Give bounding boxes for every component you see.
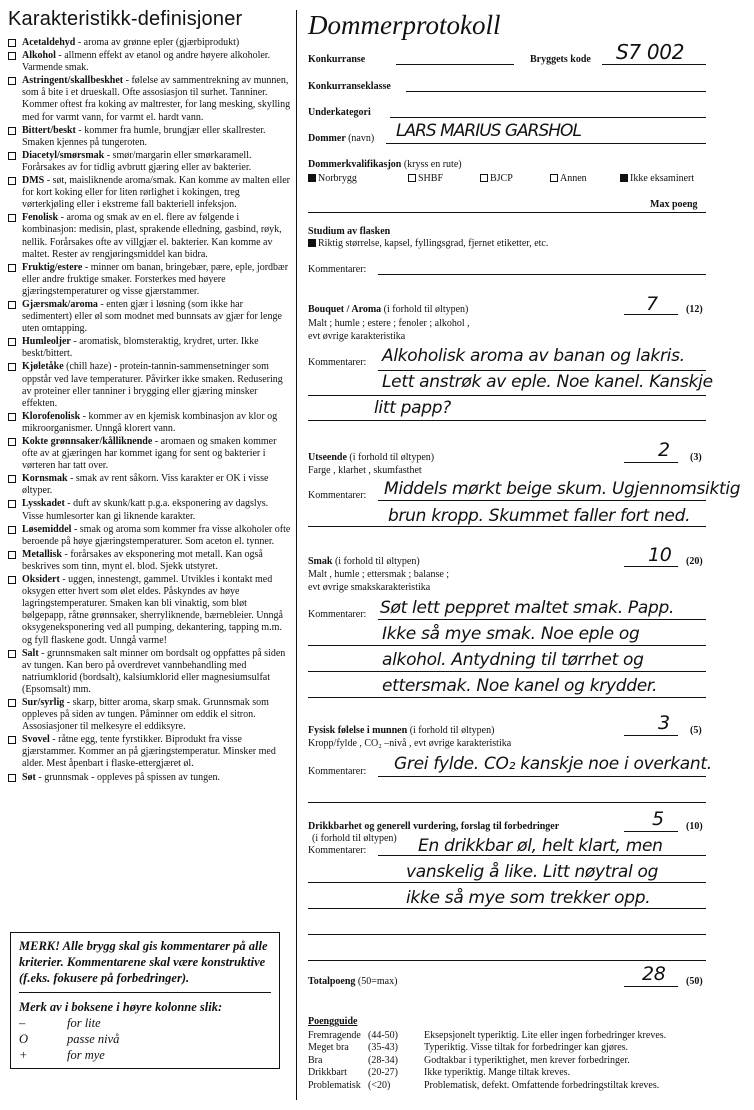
comment-line[interactable] bbox=[308, 420, 706, 421]
kval-option-norbrygg[interactable] bbox=[308, 173, 357, 184]
comment-line[interactable] bbox=[378, 370, 706, 371]
checkbox-icon[interactable] bbox=[8, 475, 16, 483]
poengguide bbox=[308, 1016, 748, 1092]
comment-line[interactable] bbox=[308, 802, 706, 803]
fysisk-max: (5) bbox=[690, 725, 702, 736]
bryggets-kode-value: S7 002 bbox=[616, 40, 685, 64]
checkbox-icon[interactable] bbox=[8, 127, 16, 135]
bryggets-kode-field[interactable] bbox=[602, 64, 706, 65]
kval-option-label: Annen bbox=[560, 173, 587, 184]
guide-text: Eksepsjonelt typeriktig. Lite eller ingen forbedringer kreves. bbox=[424, 1029, 667, 1041]
merk-legend-title: Merk av i boksene i høyre kolonne slik: bbox=[19, 1000, 223, 1014]
definition-text: (chill haze) - protein-tannin-sammensetninger som oppstår ved lave temperaturer. Påvirker ikke smaken. Redusering av proteiner eller tanniner i brygging eller gjæring minsker effekten. bbox=[22, 361, 283, 409]
definition-term: Søt bbox=[22, 771, 36, 783]
definition-text: - aromaen og smaken kommer ofte av at gjæringen har kommet igang for sent og bakterier i vørteren har tatt over. bbox=[22, 436, 277, 472]
studium-criteria bbox=[308, 238, 548, 249]
definition-text: - allmenn effekt av etanol og andre høyere alkoholer. Varmende smak. bbox=[22, 50, 271, 74]
utseende-comment: Middels mørkt beige skum. Ugjennomsiktig bbox=[384, 479, 741, 499]
checkbox-icon[interactable] bbox=[308, 174, 316, 182]
kval-option-bjcp[interactable] bbox=[480, 173, 513, 184]
checkbox-icon[interactable] bbox=[8, 52, 16, 60]
definition-term: Acetaldehyd bbox=[22, 37, 76, 48]
legend-symbol: + bbox=[19, 1048, 28, 1062]
guide-range: (<20) bbox=[368, 1079, 391, 1091]
definition-term: Alkohol bbox=[22, 50, 56, 62]
definition-item bbox=[8, 436, 292, 472]
utseende-label-text: Utseende bbox=[308, 452, 347, 463]
kommentarer-label: Kommentarer: bbox=[308, 766, 367, 777]
dommer-field[interactable] bbox=[386, 143, 706, 144]
smak-comment: Søt lett peppret maltet smak. Papp. bbox=[380, 598, 675, 618]
smak-label bbox=[308, 556, 420, 567]
legend-symbol: O bbox=[19, 1032, 29, 1046]
utseende-line1: Farge , klarhet , skumfasthet bbox=[308, 465, 422, 476]
smak-line1: Malt , humle ; ettersmak ; balanse ; bbox=[308, 569, 450, 580]
definition-text: - skarp, bitter aroma, skarp smak. Grunnsmak som oppleves på siden av tungen. Påminner om eddik el sitron. Assosiasjoner til melkesyre el eddiksyre. bbox=[22, 696, 269, 733]
kommentarer-label: Kommentarer: bbox=[308, 845, 367, 856]
definition-item bbox=[8, 498, 292, 522]
comment-line[interactable] bbox=[378, 500, 706, 501]
comment-line[interactable] bbox=[308, 395, 706, 396]
total-max: (50) bbox=[686, 976, 703, 987]
guide-range: (20-27) bbox=[368, 1067, 398, 1078]
smak-score: 10 bbox=[648, 544, 672, 566]
definition-term: Diacetyl/smørsmak bbox=[22, 149, 105, 161]
kval-option-label: Norbrygg bbox=[318, 173, 357, 184]
definition-item bbox=[8, 473, 292, 497]
definition-text: - uggen, innestengt, gammel. Utvikles i kontakt med oksygen etter hvert som ølet eldes. Påskyndes av høye lagringstemperaturer. Smaken kan bli vinaktig, som bløt bølgepapp, råtne grønnsaker, sherryliknende, bærnebleier. Unngå oksygeneksponering ved all pumping, dekantering, tapping m.m. og fyll flaskene godt. Unngå varme! bbox=[22, 574, 283, 646]
fysisk-score: 3 bbox=[658, 712, 670, 734]
definition-item bbox=[8, 37, 292, 49]
total-sub: (50=max) bbox=[357, 976, 398, 987]
legend-text: for mye bbox=[67, 1048, 105, 1062]
definition-item bbox=[8, 648, 292, 696]
definition-text: - grunnsmaken salt minner om bordsalt og oppfattes på siden av tungen. Kan bero på overdrevet vannbehandling med natriumklorid (bordsalt), kalsiumklorid eller magnesiumsulfat (Epsomsalt) mm. bbox=[22, 647, 286, 695]
checkbox-icon[interactable] bbox=[8, 438, 16, 446]
checkbox-icon[interactable] bbox=[8, 500, 16, 508]
fysisk-label-text: Fysisk følelse i munnen bbox=[308, 725, 408, 736]
checkbox-icon[interactable] bbox=[8, 77, 16, 85]
utseende-score: 2 bbox=[658, 439, 670, 461]
definition-text: - kommer fra humle, brungjær eller skallrester. Smaken kjennes på tungeroten. bbox=[22, 124, 266, 148]
drikk-score: 5 bbox=[652, 808, 664, 830]
comment-line[interactable] bbox=[308, 934, 706, 935]
definitions-list bbox=[8, 37, 292, 784]
fysisk-score-field[interactable] bbox=[624, 735, 678, 736]
comment-line[interactable] bbox=[378, 619, 706, 620]
fysisk-line1: Kropp/fylde , CO₂ –nivå , evt øvrige karakteristika bbox=[308, 738, 512, 749]
underkategori-field[interactable] bbox=[390, 117, 706, 118]
guide-text: Typeriktig. Visse tiltak for forbedringer kan gjøres. bbox=[424, 1042, 629, 1053]
checkbox-icon[interactable] bbox=[8, 650, 16, 658]
definition-item bbox=[8, 150, 292, 174]
kval-option-label: SHBF bbox=[418, 173, 444, 184]
definition-text: - minner om banan, bringebær, pære, eple, jordbær eller andre fruktige smaker. Forsterkes med høyere gjæringstemperaturer og visse gjærstammer. bbox=[22, 261, 289, 297]
guide-row bbox=[308, 1067, 748, 1080]
kval-label bbox=[308, 159, 462, 170]
guide-label: Meget bra bbox=[308, 1042, 349, 1053]
definition-text: - aromatisk, blomsteraktig, krydret, urter. Ikke beskt/bittert. bbox=[22, 336, 259, 360]
checkbox-icon[interactable] bbox=[8, 338, 16, 346]
checkbox-icon[interactable] bbox=[480, 174, 488, 182]
definition-term: Oksidert bbox=[22, 574, 60, 586]
comment-line[interactable] bbox=[378, 274, 706, 275]
definition-text: - kommer av en kjemisk kombinasjon av klor og mikroorganismer. Unngå klorert vann. bbox=[22, 410, 278, 434]
guide-range: (44-50) bbox=[368, 1029, 398, 1041]
konkurranse-label: Konkurranse bbox=[308, 54, 366, 65]
poengguide-title: Poengguide bbox=[308, 1016, 358, 1027]
checkbox-icon[interactable] bbox=[8, 699, 16, 707]
guide-label: Drikkbart bbox=[308, 1067, 347, 1078]
smak-label-text: Smak bbox=[308, 556, 333, 567]
definition-term: Kokte grønnsaker/kålliknende bbox=[22, 436, 153, 447]
definition-text: - aroma og smak av en el. flere av følgende i kombinasjon: medisin, plast, sprakende elledning, gasbind, røyk, nellik. Forårsakes ofte av villgjær el. bakterier. Kan komme av maltet. Rester av rengjøringsmiddel kan bidra. bbox=[22, 212, 282, 260]
definitions-column bbox=[8, 8, 292, 785]
definition-term: Svovel bbox=[22, 734, 50, 746]
protocol-column bbox=[308, 0, 748, 1110]
comment-line[interactable] bbox=[308, 960, 706, 961]
checkbox-icon[interactable] bbox=[8, 152, 16, 160]
definition-term: Kornsmak bbox=[22, 473, 68, 485]
smak-line2: evt øvrige smakskarakteristika bbox=[308, 582, 431, 593]
kommentarer-label: Kommentarer: bbox=[308, 490, 367, 501]
studium-text: Riktig størrelse, kapsel, fyllingsgrad, fjernet etiketter, etc. bbox=[318, 238, 549, 249]
definition-item bbox=[8, 125, 292, 149]
fysisk-label bbox=[308, 725, 494, 736]
smak-score-field[interactable] bbox=[624, 566, 678, 567]
drikk-comment: ikke så mye som trekker opp. bbox=[406, 888, 651, 908]
smak-max: (20) bbox=[686, 556, 703, 567]
bouquet-max: (12) bbox=[686, 304, 703, 315]
underkategori-label: Underkategori bbox=[308, 107, 371, 118]
kval-option-ikke-eksaminert[interactable] bbox=[620, 173, 694, 184]
smak-comment: Ikke så mye smak. Noe eple og bbox=[382, 624, 640, 644]
comment-line[interactable] bbox=[378, 776, 706, 777]
comment-line[interactable] bbox=[308, 645, 706, 646]
checkbox-icon[interactable] bbox=[8, 526, 16, 534]
checkbox-icon[interactable] bbox=[8, 264, 16, 272]
total-score-field[interactable] bbox=[624, 986, 678, 987]
definition-term: DMS bbox=[22, 175, 45, 187]
definition-item bbox=[8, 336, 292, 360]
drikk-score-field[interactable] bbox=[624, 831, 678, 832]
checkbox-icon[interactable] bbox=[8, 177, 16, 185]
kval-option-annen[interactable] bbox=[550, 173, 587, 184]
definition-item bbox=[8, 175, 292, 211]
bouquet-line1: Malt ; humle ; estere ; fenoler ; alkohol , bbox=[308, 318, 470, 329]
definition-item bbox=[8, 549, 292, 573]
definition-text: - smør/margarin eller smørkaramell. Forårsakes av for tidlig avbrutt gjæring eller av bakterier. bbox=[22, 149, 252, 173]
definitions-title: Karakteristikk-definisjoner bbox=[8, 8, 243, 30]
definition-item bbox=[8, 524, 292, 548]
comment-line[interactable] bbox=[308, 697, 706, 698]
legend-text: for lite bbox=[67, 1016, 101, 1030]
definition-term: Bittert/beskt bbox=[22, 124, 76, 136]
utseende-sub: (i forhold til øltypen) bbox=[349, 452, 435, 463]
definition-text: - aroma av grønne epler (gjærbiprodukt) bbox=[75, 37, 240, 48]
smak-comment: ettersmak. Noe kanel og krydder. bbox=[382, 676, 658, 696]
checkbox-icon[interactable] bbox=[8, 214, 16, 222]
bouquet-sub: (i forhold til øltypen) bbox=[383, 304, 469, 315]
legend-row bbox=[19, 1047, 271, 1063]
guide-row bbox=[308, 1042, 748, 1055]
legend-row bbox=[19, 1015, 271, 1031]
utseende-max: (3) bbox=[690, 452, 702, 463]
definition-term: Humleoljer bbox=[22, 336, 71, 348]
guide-label: Problematisk bbox=[308, 1079, 361, 1091]
bouquet-label bbox=[308, 304, 468, 315]
guide-range: (35-43) bbox=[368, 1042, 398, 1053]
studium-label: Studium av flasken bbox=[308, 226, 391, 237]
drikk-comment: En drikkbar øl, helt klart, men bbox=[418, 836, 663, 856]
drikk-label: Drikkbarhet og generell vurdering, forslag til forbedringer bbox=[308, 821, 560, 832]
konkurranseklasse-field[interactable] bbox=[406, 91, 706, 92]
guide-text: Problematisk, defekt. Omfattende forbedringstiltak kreves. bbox=[424, 1079, 660, 1091]
definition-term: Sur/syrlig bbox=[22, 696, 65, 708]
fysisk-sub: (i forhold til øltypen) bbox=[409, 725, 495, 736]
comment-line[interactable] bbox=[308, 882, 706, 883]
fysisk-comment: Grei fylde. CO₂ kanskje noe i overkant. bbox=[394, 754, 712, 774]
checkbox-icon[interactable] bbox=[8, 774, 16, 782]
definition-item bbox=[8, 697, 292, 733]
definition-text: - smak av rent såkorn. Viss karakter er OK i visse øltyper. bbox=[22, 473, 269, 497]
guide-row bbox=[308, 1030, 748, 1043]
bouquet-comment: litt papp? bbox=[374, 398, 451, 418]
total-score: 28 bbox=[642, 963, 666, 985]
definition-item bbox=[8, 574, 292, 647]
definition-text: - forårsakes av eksponering mot metall. Kan også beskrives som tinn, mynt el. blod. Sjekk utstyret. bbox=[22, 548, 263, 572]
definition-term: Klorofenolisk bbox=[22, 410, 81, 422]
drikk-max: (10) bbox=[686, 821, 703, 832]
dommer-label-text: Dommer bbox=[308, 133, 346, 144]
merk-note: MERK! Alle brygg skal gis kommentarer på alle kriterier. Kommentarene skal være konstruktive (f.eks. fokusere på forbedringer). bbox=[19, 938, 271, 993]
definition-term: Fruktig/estere bbox=[22, 261, 83, 273]
checkbox-icon[interactable] bbox=[8, 736, 16, 744]
kommentarer-label: Kommentarer: bbox=[308, 357, 367, 368]
definition-item bbox=[8, 262, 292, 298]
definition-term: Metallisk bbox=[22, 548, 62, 560]
smak-comment: alkohol. Antydning til tørrhet og bbox=[382, 650, 644, 670]
konkurranse-field[interactable] bbox=[396, 64, 514, 65]
definition-item bbox=[8, 75, 292, 123]
merk-box bbox=[10, 932, 280, 1069]
bouquet-comment: Lett anstrøk av eple. Noe kanel. Kanskje bbox=[382, 372, 713, 392]
definition-term: Kjøletåke bbox=[22, 361, 64, 373]
definition-item bbox=[8, 411, 292, 435]
definition-text: - smak og aroma som kommer fra visse alkoholer ofte beroende på høye gjæringstemperaturer. Som aceton el. tynner. bbox=[22, 523, 291, 547]
legend-text: passe nivå bbox=[67, 1032, 120, 1046]
definition-text: - grunnsmak - oppleves på spissen av tungen. bbox=[35, 771, 221, 783]
checkbox-icon[interactable] bbox=[408, 174, 416, 182]
definition-term: Løsemiddel bbox=[22, 523, 72, 535]
comment-line[interactable] bbox=[308, 526, 706, 527]
definition-text: - enten gjær i løsning (som ikke har sedimentert) eller øl som modnet med bunnsats av gjær for lenge uten omtapping. bbox=[22, 298, 282, 335]
total-label-text: Totalpoeng bbox=[308, 976, 356, 987]
legend-symbol: – bbox=[19, 1016, 26, 1030]
guide-row bbox=[308, 1055, 748, 1068]
guide-range: (28-34) bbox=[368, 1054, 398, 1066]
kval-sub: (kryss en rute) bbox=[403, 159, 462, 170]
header-divider bbox=[308, 212, 706, 213]
smak-sub: (i forhold til øltypen) bbox=[334, 556, 420, 567]
checkbox-icon[interactable] bbox=[8, 551, 16, 559]
definition-item bbox=[8, 50, 292, 74]
comment-line[interactable] bbox=[308, 671, 706, 672]
definition-item bbox=[8, 212, 292, 260]
guide-text: Ikke typeriktig. Mange tiltak kreves. bbox=[424, 1067, 571, 1078]
bouquet-label-text: Bouquet / Aroma bbox=[308, 304, 382, 315]
checkbox-icon[interactable] bbox=[8, 576, 16, 584]
definition-term: Astringent/skallbeskhet bbox=[22, 75, 124, 87]
definition-item bbox=[8, 299, 292, 335]
bouquet-comment: Alkoholisk aroma av banan og lakris. bbox=[382, 346, 685, 366]
guide-label: Fremragende bbox=[308, 1029, 361, 1041]
drikk-sub: (i forhold til øltypen) bbox=[312, 833, 397, 844]
guide-row bbox=[308, 1080, 748, 1093]
checkbox-icon[interactable] bbox=[8, 363, 16, 371]
protocol-title: Dommerprotokoll bbox=[308, 10, 501, 40]
legend-row bbox=[19, 1031, 271, 1047]
kommentarer-label: Kommentarer: bbox=[308, 609, 367, 620]
definition-item bbox=[8, 734, 292, 770]
kommentarer-label: Kommentarer: bbox=[308, 264, 367, 275]
max-poeng-header: Max poeng bbox=[650, 199, 698, 210]
checkbox-icon[interactable] bbox=[308, 239, 316, 247]
bouquet-line2: evt øvrige karakteristika bbox=[308, 331, 406, 342]
kval-option-label: Ikke eksaminert bbox=[630, 173, 695, 184]
definition-term: Lysskadet bbox=[22, 498, 65, 510]
utseende-comment: brun kropp. Skummet faller fort ned. bbox=[388, 506, 691, 526]
definition-term: Salt bbox=[22, 647, 39, 659]
checked-checkbox-icon[interactable] bbox=[620, 174, 628, 182]
definition-text: - følelse av sammentrekning av munnen, som å bite i et drueskall. Ofte assosiasjon til surhet. Tanniner. Kommer oftest fra koking av maltrester, for lang mesking, skylling med for varmt vann, for varmt el. hardt vann. bbox=[22, 75, 291, 123]
checkbox-icon[interactable] bbox=[8, 301, 16, 309]
definition-item bbox=[8, 361, 292, 409]
dommer-sub: (navn) bbox=[348, 133, 375, 144]
checkbox-icon[interactable] bbox=[8, 413, 16, 421]
definition-term: Fenolisk bbox=[22, 212, 59, 224]
definition-text: - råtne egg, tente fyrstikker. Biprodukt fra visse gjærstammer. Kommer an på gjæringstemperatur. Minsker med alder. Mest åpenbart i flaske-ettergjæret øl. bbox=[22, 734, 276, 770]
bryggets-kode-label: Bryggets kode bbox=[530, 54, 591, 65]
column-divider bbox=[296, 10, 297, 1100]
kval-option-shbf[interactable] bbox=[408, 173, 443, 184]
checkbox-icon[interactable] bbox=[8, 39, 16, 47]
kval-label-text: Dommerkvalifikasjon bbox=[308, 159, 402, 170]
definition-text: - søt, maisliknende aroma/smak. Kan komme av malten eller for kort koking eller for liten rørlighet i kokingen, treg vørterkjøling eller i ekstreme fall bakteriell infeksjon. bbox=[22, 175, 290, 211]
definition-text: - duft av skunk/katt p.g.a. eksponering av dagslys. Visse humlesorter kan gi liknende karakter. bbox=[22, 498, 269, 522]
guide-text: Godtakbar i typeriktighet, men krever forbedringer. bbox=[424, 1054, 630, 1066]
drikk-comment: vanskelig å like. Litt nøytral og bbox=[406, 862, 659, 882]
konkurranseklasse-label: Konkurranseklasse bbox=[308, 81, 391, 92]
guide-label: Bra bbox=[308, 1054, 323, 1066]
comment-line[interactable] bbox=[308, 908, 706, 909]
kval-option-label: BJCP bbox=[490, 173, 513, 184]
dommer-value: LARS MARIUS GARSHOL bbox=[396, 121, 581, 141]
dommer-label bbox=[308, 133, 374, 144]
checkbox-icon[interactable] bbox=[550, 174, 558, 182]
total-label bbox=[308, 976, 397, 987]
definition-item bbox=[8, 772, 292, 784]
definition-term: Gjærsmak/aroma bbox=[22, 298, 98, 310]
utseende-score-field[interactable] bbox=[624, 462, 678, 463]
utseende-label bbox=[308, 452, 434, 463]
bouquet-score: 7 bbox=[646, 293, 658, 315]
